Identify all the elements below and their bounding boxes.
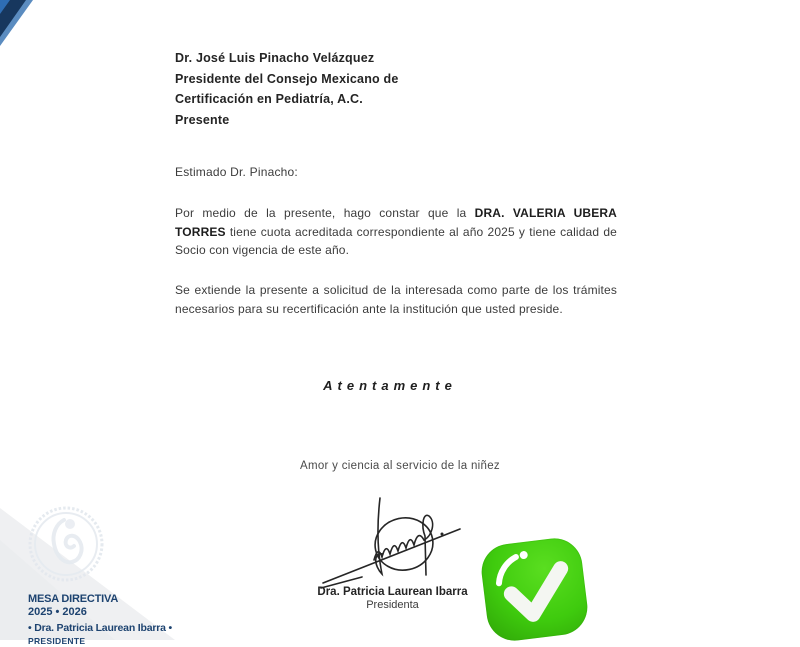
recipient-presente: Presente xyxy=(175,110,399,131)
body-paragraph-1 xyxy=(175,204,617,260)
board-member: • Dra. Patricia Laurean Ibarra • xyxy=(28,622,172,635)
recipient-name: Dr. José Luis Pinacho Velázquez xyxy=(175,48,399,69)
recipient-role-line1: Presidente del Consejo Mexicano de xyxy=(175,69,399,90)
body-paragraph-2: Se extiende la presente a solicitud de la interesada como parte de los trámites necesarios para su recertificación ante la institución que usted preside. xyxy=(175,281,617,318)
closing-atentamente: Atentamente xyxy=(0,378,780,393)
board-years: 2025 • 2026 xyxy=(28,606,172,619)
salutation: Estimado Dr. Pinacho: xyxy=(175,165,298,179)
verified-check-icon xyxy=(478,535,590,644)
recipient-block xyxy=(175,48,399,130)
p1-text-before: Por medio de la presente, hago constar que la xyxy=(175,206,475,220)
member-name-bold: DRA. VALERIA UBERA TORRES xyxy=(175,206,617,239)
motto-line: Amor y ciencia al servicio de la niñez xyxy=(0,460,800,472)
pediatric-society-logo-watermark-icon xyxy=(26,504,106,589)
signatory-name: Dra. Patricia Laurean Ibarra xyxy=(300,586,485,598)
board-title: MESA DIRECTIVA xyxy=(28,593,172,606)
recipient-role-line2: Certificación en Pediatría, A.C. xyxy=(175,89,399,110)
board-role: PRESIDENTE xyxy=(28,635,172,647)
signatory-title: Presidenta xyxy=(300,599,485,611)
corner-ribbon-icon xyxy=(0,0,80,70)
board-directive-block xyxy=(28,593,172,647)
p1-text-after: tiene cuota acreditada correspondiente al año 2025 y tiene calidad de Socio con vigencia de este año. xyxy=(175,225,617,258)
handwritten-signature-icon xyxy=(320,492,472,597)
